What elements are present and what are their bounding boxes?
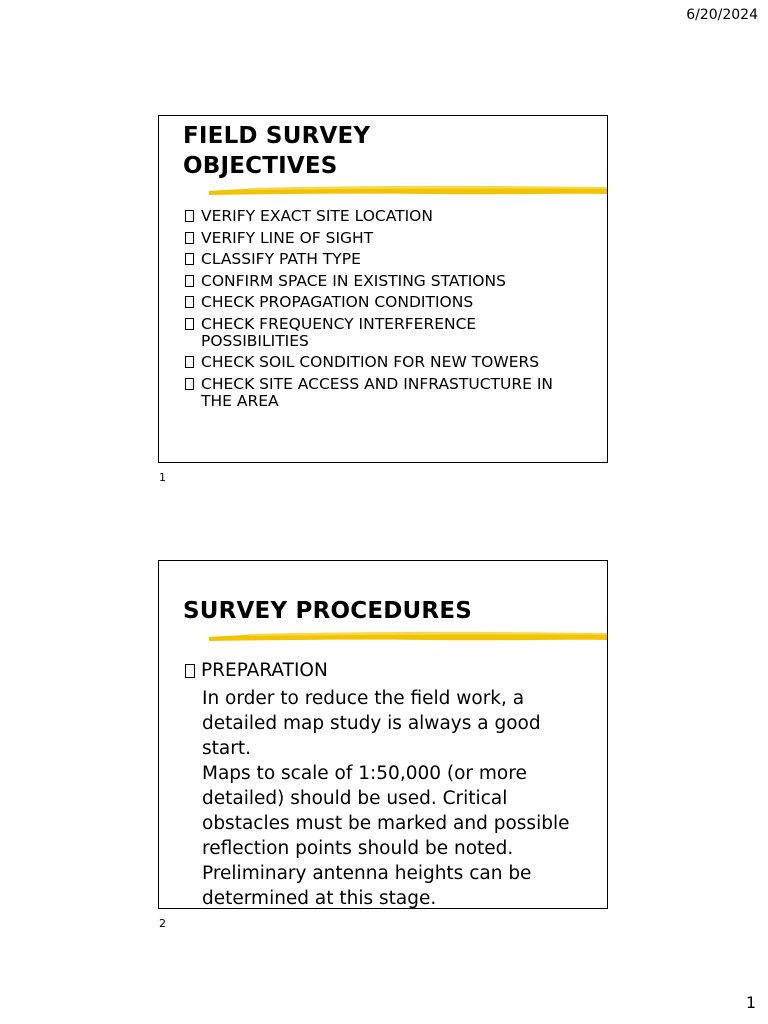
objective-text [201,230,595,247]
page-number: 1 [745,993,756,1012]
title-underline-brush [209,182,608,198]
slide-2 [158,560,608,909]
preparation-section [185,659,595,909]
slide-title [183,121,370,181]
objective-text [201,316,595,350]
body-line: detailed) should be used. Critical [202,788,508,809]
body-line: Maps to scale of 1:50,000 (or more [202,763,527,784]
objective-text [201,251,595,268]
body-line: detailed map study is always a good start. [202,713,541,759]
objective-item [185,273,595,290]
title-underline-brush [209,628,608,644]
objective-item [185,208,595,225]
box-glyph-icon [185,378,194,390]
objective-text [201,273,595,290]
objective-item [185,230,595,247]
box-glyph-icon [185,253,194,265]
objective-text-line: CHECK FREQUENCY INTERFERENCE [201,314,477,333]
box-glyph-icon [185,356,194,368]
slide-title-line: OBJECTIVES [183,153,338,179]
preparation-heading [185,659,595,683]
objective-item [185,294,595,311]
preparation-heading-text: PREPARATION [201,660,328,681]
objective-text [201,354,595,371]
box-glyph-icon [185,664,195,678]
body-line: reflection points should be noted. [202,838,514,859]
objective-text-line: THE AREA [201,391,279,410]
body-line: In order to reduce the field work, a [202,688,525,709]
objective-text [201,376,595,410]
slide-title: SURVEY PROCEDURES [183,598,472,624]
objective-text [201,208,595,225]
box-glyph-icon [185,296,194,308]
box-glyph-icon [185,318,194,330]
objective-text-line: CONFIRM SPACE IN EXISTING STATIONS [201,271,506,290]
box-glyph-icon [185,275,194,287]
slide-title-line: FIELD SURVEY [183,123,371,149]
objective-item [185,251,595,268]
objective-text-line: CHECK SITE ACCESS AND INFRASTUCTURE IN [201,374,553,393]
box-glyph-icon [185,232,194,244]
objective-text-line: CLASSIFY PATH TYPE [201,250,361,268]
objective-text-line: POSSIBILITIES [201,331,309,350]
box-glyph-icon [185,210,194,222]
objective-list [185,208,595,414]
objective-text-line: VERIFY EXACT SITE LOCATION [201,207,433,225]
body-line: obstacles must be marked and possible [202,813,570,834]
preparation-body [202,686,595,909]
objective-item [185,316,595,350]
objective-text-line: CHECK PROPAGATION CONDITIONS [201,293,474,311]
slide-number: 2 [159,917,166,930]
slide-number: 1 [159,471,166,484]
objective-item [185,354,595,371]
body-line: Preliminary antenna heights can be [202,863,532,884]
slide-1 [158,115,608,463]
objective-text [201,294,595,311]
objective-item [185,376,595,410]
objective-text-line: VERIFY LINE OF SIGHT [201,228,374,247]
objective-text-line: CHECK SOIL CONDITION FOR NEW TOWERS [201,353,540,371]
body-line: determined at this stage. [202,888,437,909]
page-date: 6/20/2024 [686,7,758,23]
